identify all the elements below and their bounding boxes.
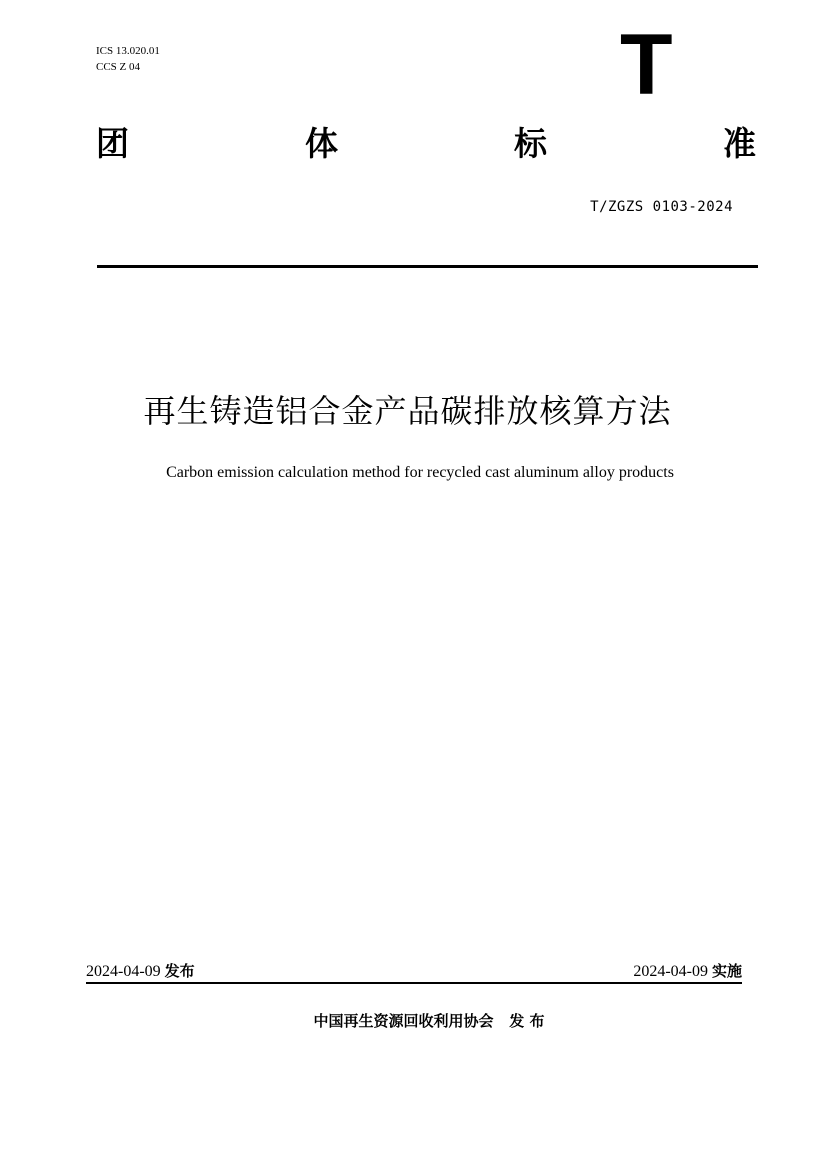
standard-type-char-3: 标 [514, 124, 547, 163]
implement-label: 实施 [711, 962, 742, 980]
standard-type-char-1: 团 [96, 124, 129, 163]
standard-type-char-4: 准 [723, 124, 756, 163]
issue-date-group [86, 961, 195, 982]
title-chinese: 再生铸造铝合金产品碳排放核算方法 [143, 392, 672, 430]
ccs-code: CCS Z 04 [96, 61, 141, 73]
date-row [86, 961, 742, 982]
classification-codes [96, 43, 160, 75]
ics-code: ICS 13.020.01 [96, 45, 160, 57]
publisher-suffix: 发 布 [509, 1012, 545, 1030]
implement-date-group [633, 961, 742, 982]
title-english: Carbon emission calculation method for recycled cast aluminum alloy products [166, 464, 674, 481]
publisher-name: 中国再生资源回收利用协会 [313, 1012, 494, 1030]
publisher-line [0, 1011, 815, 1031]
implement-date: 2024-04-09 [633, 963, 708, 980]
top-divider [97, 265, 758, 268]
standard-type-heading [96, 124, 756, 164]
standard-number: T/ZGZS 0103-2024 [590, 199, 733, 215]
standard-logo-letter: T [620, 17, 673, 113]
issue-date: 2024-04-09 [86, 963, 161, 980]
bottom-divider [86, 982, 742, 984]
standard-type-char-2: 体 [305, 124, 338, 163]
issue-label: 发布 [164, 962, 195, 980]
